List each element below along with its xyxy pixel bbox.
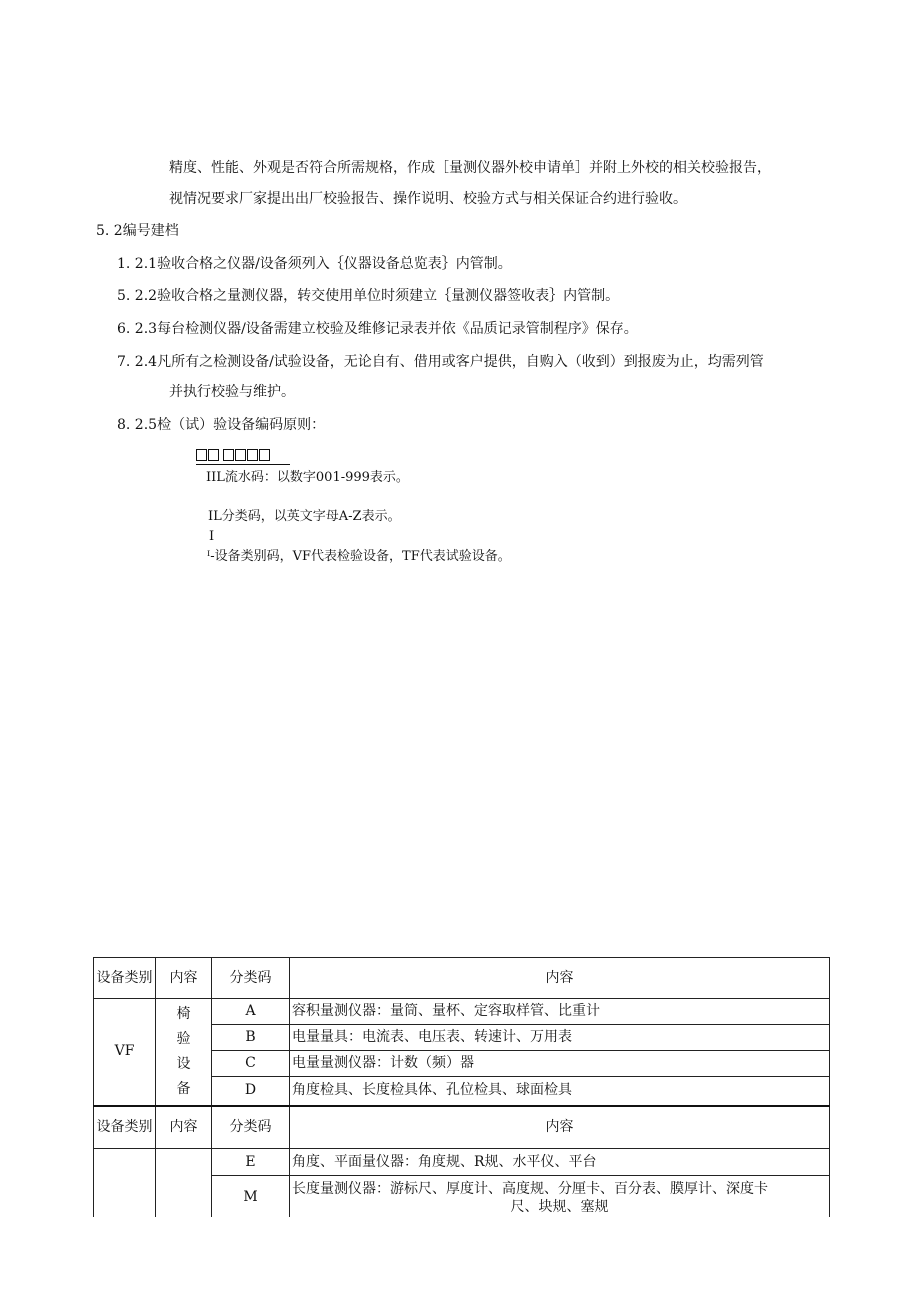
- header-category: 设备类别: [94, 1106, 156, 1149]
- description-cell: [290, 1176, 830, 1220]
- content-char: 设: [176, 1055, 191, 1072]
- description-cell: 电量量具：电流表、电压表、转速计、万用表: [290, 1025, 830, 1051]
- description-line: 尺、块规、塞规: [510, 1198, 609, 1215]
- page-bottom-mask: [0, 1217, 920, 1301]
- content-cell: [156, 1149, 212, 1220]
- code-cell: E: [212, 1149, 290, 1176]
- intro-line-1: 精度、性能、外观是否符合所需规格，作成［量测仪器外校申请单］并附上外校的相关校验报告，: [169, 160, 771, 176]
- code-box: [259, 449, 270, 461]
- header-description: 内容: [290, 958, 830, 999]
- code-format-boxes: [196, 449, 271, 461]
- description-cell: 角度、平面量仪器：角度规、R规、水平仪、平台: [290, 1149, 830, 1176]
- content-char: 备: [176, 1080, 191, 1097]
- code-box: [208, 449, 219, 461]
- code-cell: M: [212, 1176, 290, 1220]
- code-bracket-line: I: [209, 529, 215, 544]
- code-cell: A: [212, 999, 290, 1025]
- code-category-line: ᴵ-设备类别码，VF代表检验设备，TF代表试验设备。: [207, 549, 511, 564]
- code-format-underline: [196, 464, 290, 465]
- header-code: 分类码: [212, 958, 290, 999]
- description-cell: 角度检具、长度检具体、孔位检具、球面检具: [290, 1077, 830, 1106]
- content-char: 椅: [176, 1005, 191, 1022]
- header-content: 内容: [156, 958, 212, 999]
- list-item-continuation: 并执行校验与维护。: [169, 384, 295, 400]
- list-item: 1. 2.1验收合格之仪器/设备须列入｛仪器设备总览表｝内管制。: [117, 256, 512, 272]
- code-box: [196, 449, 207, 461]
- code-box: [223, 449, 234, 461]
- description-cell: 电量量测仪器：计数（频）器: [290, 1051, 830, 1077]
- header-description: 内容: [290, 1106, 830, 1149]
- list-item: 5. 2.2验收合格之量测仪器，转交使用单位时须建立｛量测仪器签收表｝内管制。: [117, 288, 620, 304]
- code-box: [247, 449, 258, 461]
- code-box: [235, 449, 246, 461]
- content-char: 验: [176, 1030, 191, 1047]
- section-heading: 5. 2编号建档: [96, 223, 179, 239]
- code-cell: B: [212, 1025, 290, 1051]
- list-item: 7. 2.4凡所有之检测设备/试验设备，无论自有、借用或客户提供，自购入（收到）到报废为止，均需列管: [117, 354, 764, 370]
- list-item: 8. 2.5检（试）验设备编码原则：: [117, 417, 326, 433]
- category-cell: VF: [94, 999, 156, 1106]
- category-cell: [94, 1149, 156, 1220]
- code-class-line: IL分类码，以英文字母A-Z表示。: [208, 509, 401, 524]
- table-header-row: [94, 1106, 830, 1149]
- description-cell: 容积量测仪器：量筒、量杯、定容取样管、比重计: [290, 999, 830, 1025]
- table-row: [94, 1149, 830, 1176]
- content-cell: [156, 999, 212, 1106]
- code-cell: D: [212, 1077, 290, 1106]
- description-line: 长度量测仪器：游标尺、厚度计、高度规、分厘卡、百分表、膜厚计、深度卡: [292, 1180, 768, 1197]
- header-code: 分类码: [212, 1106, 290, 1149]
- table-row: [94, 999, 830, 1025]
- header-content: 内容: [156, 1106, 212, 1149]
- list-item: 6. 2.3每台检测仪器/设备需建立校验及维修记录表并依《品质记录管制程序》保存。: [117, 321, 638, 337]
- intro-line-2: 视情况要求厂家提出出厂校验报告、操作说明、校验方式与相关保证合约进行验收。: [169, 191, 687, 207]
- table-header-row: [94, 958, 830, 999]
- equipment-code-table: [93, 957, 830, 1220]
- code-cell: C: [212, 1051, 290, 1077]
- code-serial-line: IIL流水码：以数字001-999表示。: [206, 470, 409, 485]
- header-category: 设备类别: [94, 958, 156, 999]
